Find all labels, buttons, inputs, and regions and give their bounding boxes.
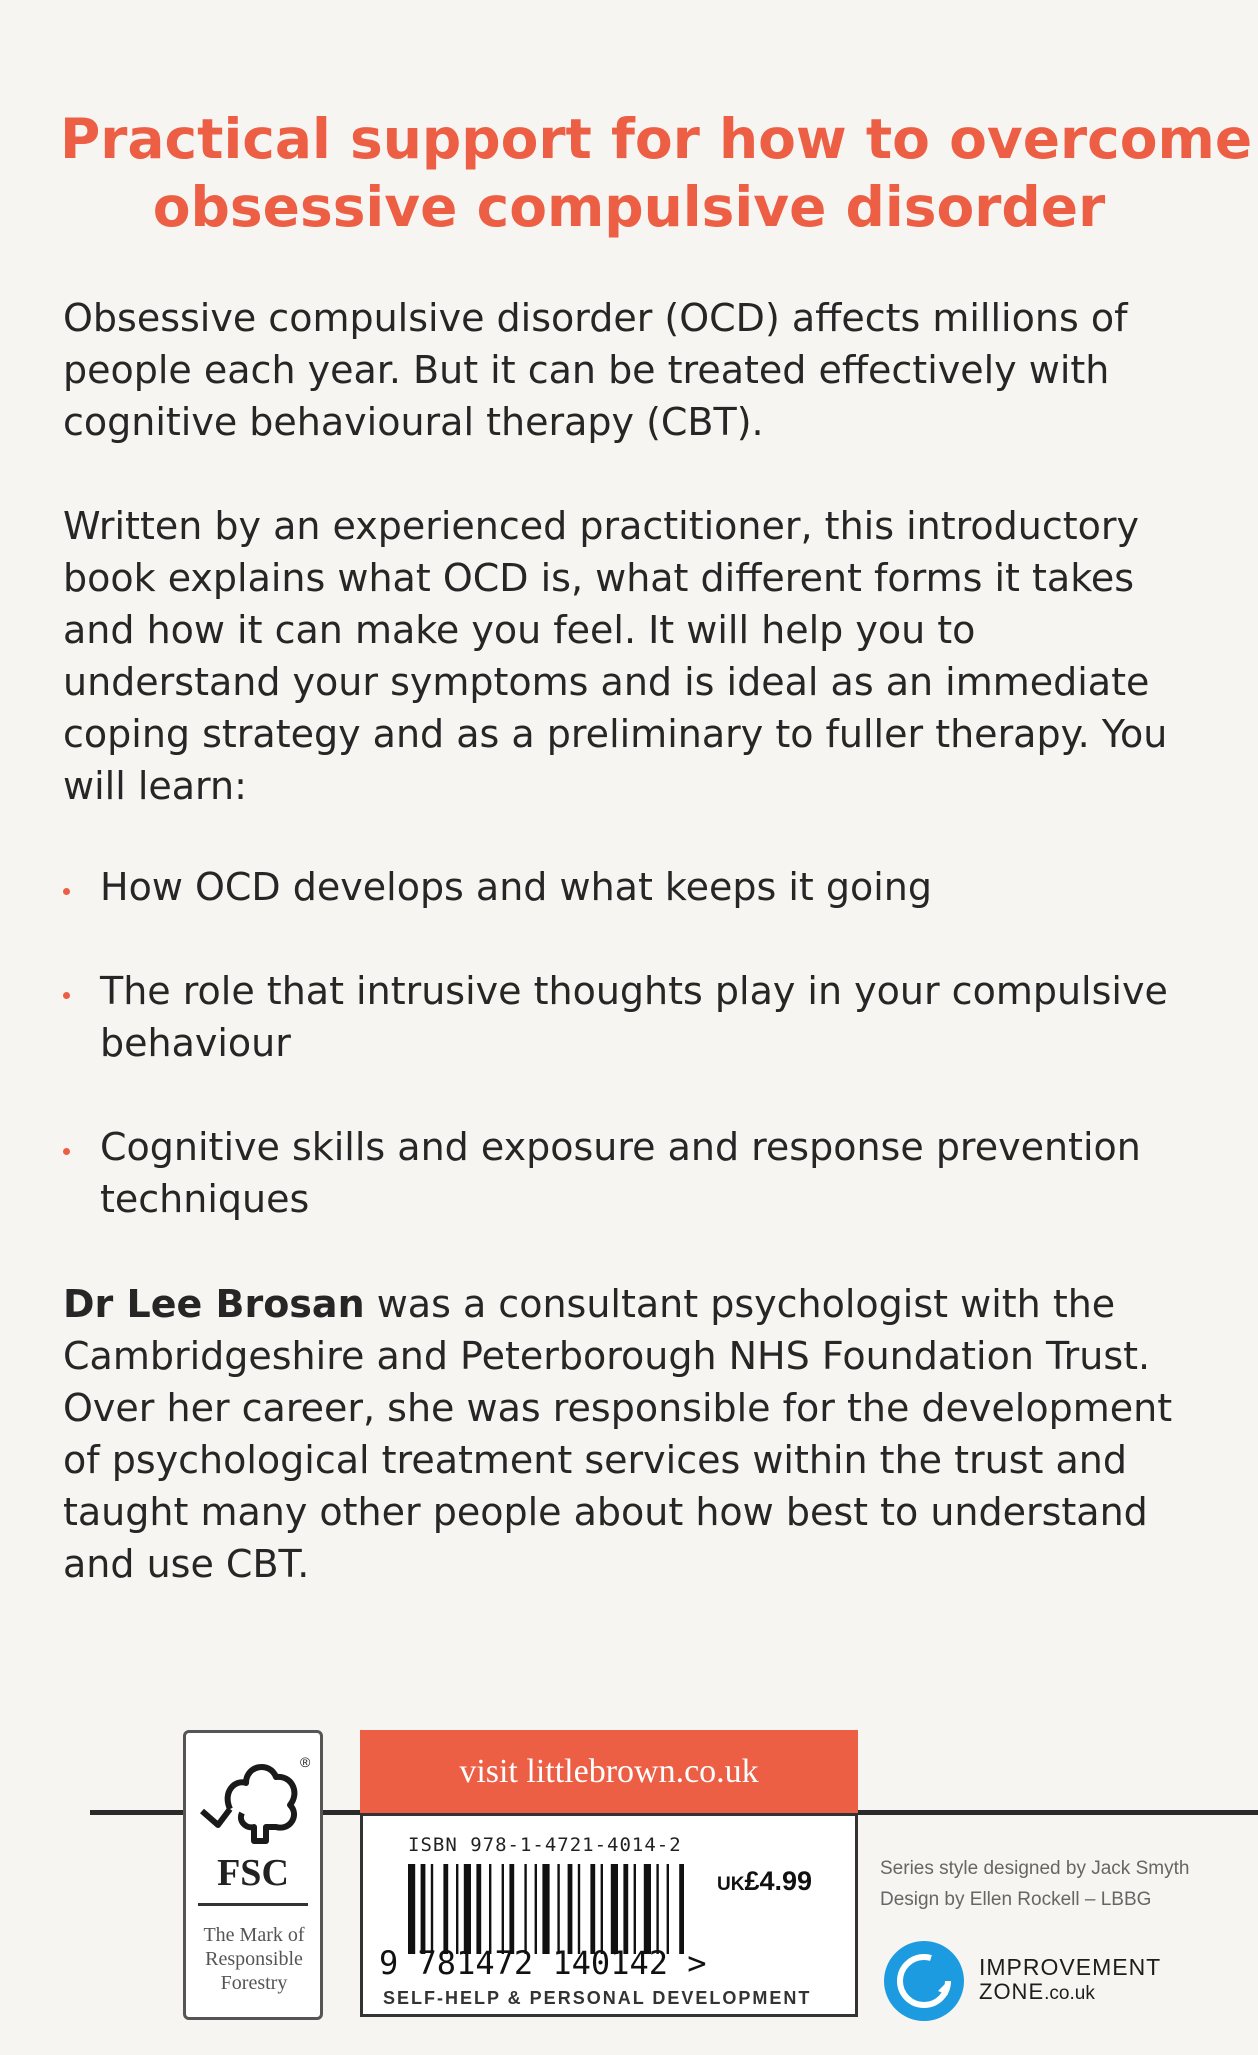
barcode-digits: 9 781472 140142 > <box>379 1944 707 1982</box>
barcode-stripe <box>443 1864 448 1954</box>
author-name: Dr Lee Brosan <box>63 1282 365 1326</box>
logo-suffix: .co.uk <box>1044 1983 1095 2004</box>
author-bio <box>63 1278 1203 1590</box>
barcode-stripe <box>502 1864 504 1954</box>
barcode-stripe <box>489 1864 491 1954</box>
isbn-text: ISBN 978-1-4721-4014-2 <box>408 1834 682 1856</box>
barcode-stripe <box>476 1864 481 1954</box>
registered-mark: ® <box>300 1754 311 1770</box>
series-credit: Series style designed by Jack Smyth <box>880 1858 1190 1879</box>
barcode-stripe <box>634 1864 636 1954</box>
barcode-stripe <box>568 1864 573 1954</box>
tree-checkmark-icon <box>196 1751 314 1851</box>
barcode-stripe <box>464 1864 471 1954</box>
barcode-stripe <box>611 1864 618 1954</box>
intro-paragraph-1: Obsessive compulsive disorder (OCD) affects millions of people each year. But it can be treated effectively with cognitive behavioural therapy (CBT). <box>63 296 1128 444</box>
publisher-url: visit littlebrown.co.uk <box>360 1730 858 1813</box>
barcode-stripe <box>421 1864 426 1954</box>
barcode-stripe <box>623 1864 628 1954</box>
author-bio-text: was a consultant psychologist with the Cambridgeshire and Peterborough NHS Foundation Trust. Over her career, she was responsible for the development of psychological treatment services within the trust and taught many other people about how best to understand and use CBT. <box>63 1282 1173 1586</box>
barcode-panel <box>360 1813 858 2017</box>
headline-line-1: Practical support for how to overcome <box>60 107 1253 171</box>
barcode-stripe <box>431 1864 433 1954</box>
logo-line-2: ZONE <box>979 1979 1045 2004</box>
barcode-stripe <box>679 1864 684 1954</box>
price <box>717 1866 812 1897</box>
intro-paragraph-2: Written by an experienced practitioner, this introductory book explains what OCD is, what different forms it takes and how it can make you feel. It will help you to understand your symptoms and is ideal as an immediate coping strategy and as a preliminary to fuller therapy. You will learn: <box>63 504 1168 808</box>
list-item: Cognitive skills and exposure and response prevention techniques <box>63 1121 1203 1225</box>
barcode-stripe <box>524 1864 526 1954</box>
logo-line-1: IMPROVEMENT <box>979 1954 1162 1980</box>
barcode-stripe <box>667 1864 669 1954</box>
barcode <box>408 1864 708 1954</box>
design-credits <box>880 1853 1189 1915</box>
barcode-stripe <box>644 1864 651 1954</box>
learning-list <box>63 861 1203 1277</box>
fsc-tagline: The Mark of Responsible Forestry <box>203 1924 305 1994</box>
price-value: £4.99 <box>744 1866 813 1896</box>
list-item: The role that intrusive thoughts play in your compulsive behaviour <box>63 965 1203 1069</box>
barcode-stripe <box>509 1864 514 1954</box>
fsc-logo <box>183 1730 323 2020</box>
barcode-stripe <box>535 1864 537 1954</box>
category-label: SELF-HELP & PERSONAL DEVELOPMENT <box>383 1988 812 2008</box>
list-item: How OCD develops and what keeps it going <box>63 861 1203 913</box>
headline <box>60 105 1253 241</box>
barcode-stripe <box>557 1864 559 1954</box>
improvement-zone-logo-text <box>979 1955 1161 2006</box>
barcode-stripe <box>601 1864 603 1954</box>
barcode-stripe <box>590 1864 595 1954</box>
price-prefix: UK <box>717 1874 745 1895</box>
barcode-stripe <box>578 1864 580 1954</box>
fsc-logo-text: FSC <box>217 1852 289 1894</box>
improvement-zone-logo-icon <box>882 1939 966 2023</box>
headline-line-2: obsessive compulsive disorder <box>152 175 1106 239</box>
barcode-stripe <box>542 1864 549 1954</box>
barcode-stripe <box>456 1864 458 1954</box>
barcode-stripe <box>408 1864 415 1954</box>
barcode-stripe <box>656 1864 658 1954</box>
fsc-divider <box>198 1903 308 1906</box>
design-credit: Design by Ellen Rockell – LBBG <box>880 1889 1152 1910</box>
